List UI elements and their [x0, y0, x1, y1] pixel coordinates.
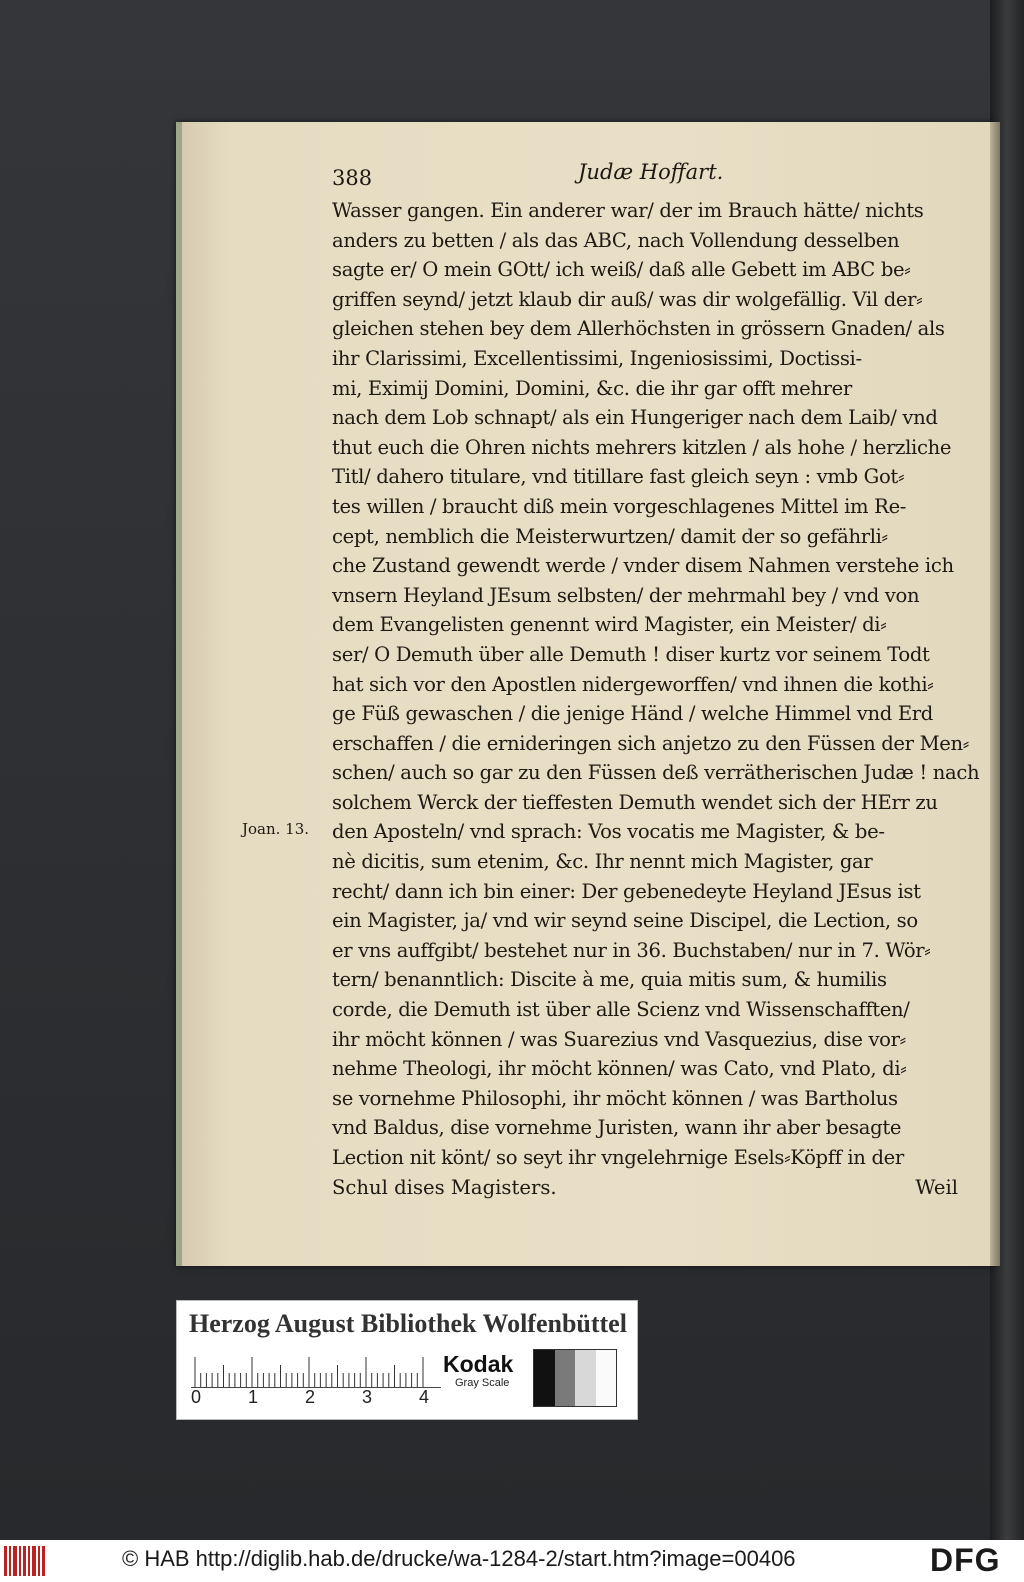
text-line	[332, 610, 958, 640]
ruler-label: 2	[305, 1387, 316, 1407]
ruler-label: 4	[419, 1387, 430, 1407]
ruler	[191, 1353, 441, 1388]
library-name: Herzog August Bibliothek Wolfenbüttel	[189, 1309, 627, 1338]
text-line-content: gleichen stehen bey dem Allerhöchsten in grössern Gnaden/ als	[332, 317, 945, 341]
text-line-content: Titl/ dahero titulare, vnd titillare fast gleich seyn : vmb Got⸗	[332, 465, 905, 489]
gray-scale-swatches	[533, 1349, 617, 1407]
text-line	[332, 936, 958, 966]
text-line-content: se vornehme Philosophi, ihr möcht können / was Bartholus	[332, 1086, 898, 1110]
text-line-content: hat sich vor den Apostlen nidergeworffen/ vnd ihnen die kothi⸗	[332, 672, 934, 696]
text-line-content: che Zustand gewendt werde / vnder disem Nahmen verstehe ich	[332, 554, 954, 578]
gray-swatch	[555, 1350, 576, 1406]
marginal-note: Joan. 13.	[242, 820, 310, 838]
text-line-content: vnsern Heyland JEsum selbsten/ der mehrmahl bey / vnd von	[332, 583, 920, 607]
text-line	[332, 285, 958, 315]
text-line-content: solchem Werck der tieffesten Demuth wendet sich der HErr zu	[332, 790, 938, 814]
text-line-content: ser/ O Demuth über alle Demuth ! diser kurtz vor seinem Todt	[332, 642, 930, 666]
text-line-content: Lection nit könt/ so seyt ihr vngelehrnige Esels⸗Köpff in der	[332, 1146, 904, 1169]
text-line-content: vnd Baldus, dise vornehme Juristen, wann ihr aber besagte	[332, 1116, 902, 1140]
text-line-content: corde, die Demuth ist über alle Scienz vnd Wissenschafften/	[332, 998, 910, 1022]
text-line-content: recht/ dann ich bin einer: Der gebenedeyte Heyland JEsus ist	[332, 879, 921, 903]
text-line	[332, 581, 958, 611]
text-line-content: den Aposteln/ vnd sprach: Vos vocatis me Magister, & be-	[332, 820, 885, 844]
page-number: 388	[332, 166, 373, 190]
text-line	[332, 255, 958, 285]
ruler-label: 0	[191, 1387, 202, 1407]
text-line	[332, 226, 958, 256]
catchword: Weil	[915, 1175, 958, 1199]
text-line	[332, 551, 958, 581]
text-line	[332, 729, 969, 759]
color-card	[176, 1300, 638, 1420]
gray-swatch	[575, 1350, 596, 1406]
gray-swatch	[596, 1350, 617, 1406]
text-line	[332, 877, 958, 907]
ruler-labels	[191, 1387, 441, 1409]
text-line	[332, 1173, 958, 1203]
text-line	[332, 788, 958, 818]
text-line	[332, 522, 958, 552]
text-line-content: sagte er/ O mein GOtt/ ich weiß/ daß alle Gebett im ABC be⸗	[332, 258, 911, 282]
book-page	[176, 122, 996, 1266]
text-line	[332, 1113, 958, 1143]
text-line	[332, 699, 958, 729]
text-line-content: erschaffen / die ernideringen sich anjetzo zu den Füssen der Men⸗	[332, 731, 969, 755]
text-line	[332, 403, 958, 433]
text-line	[332, 374, 958, 404]
footer-bar	[0, 1540, 1024, 1582]
text-line-content: anders zu betten / als das ABC, nach Vollendung desselben	[332, 228, 900, 252]
text-line-content: ihr Clarissimi, Excellentissimi, Ingeniosissimi, Doctissi-	[332, 346, 862, 370]
gray-swatch	[534, 1350, 555, 1406]
text-line-content: dem Evangelisten genennt wird Magister, ein Meister/ di⸗	[332, 613, 887, 637]
text-line	[332, 314, 958, 344]
text-line	[332, 758, 980, 788]
running-title: Judæ Hoffart.	[578, 160, 724, 184]
text-line-content: cept, nemblich die Meisterwurtzen/ damit der so gefährli⸗	[332, 524, 888, 548]
text-line	[332, 847, 958, 877]
text-line	[332, 1025, 958, 1055]
ruler-label: 3	[362, 1387, 373, 1407]
text-line-content: griffen seynd/ jetzt klaub dir auß/ was dir wolgefällig. Vil der⸗	[332, 287, 923, 311]
text-line-content: tes willen / braucht diß mein vorgeschlagenes Mittel im Re-	[332, 494, 907, 518]
barcode-icon	[4, 1546, 48, 1576]
text-line-content: schen/ auch so gar zu den Füssen deß verrätherischen Judæ ! nach	[332, 761, 980, 785]
body-text	[332, 196, 980, 1202]
ruler-label: 1	[248, 1387, 259, 1407]
text-line	[332, 1084, 958, 1114]
text-line-content: Schul dises Magisters.	[332, 1175, 557, 1199]
text-line-content: nach dem Lob schnapt/ als ein Hungeriger nach dem Laib/ vnd	[332, 406, 938, 430]
text-line	[332, 965, 958, 995]
text-line	[332, 670, 958, 700]
dfg-logo: DFG	[930, 1542, 1001, 1578]
text-line-content: mi, Eximij Domini, Domini, &c. die ihr gar offt mehrer	[332, 376, 852, 400]
text-line-content: nehme Theologi, ihr möcht können/ was Cato, vnd Plato, di⸗	[332, 1057, 907, 1081]
ruler-ticks	[191, 1353, 441, 1387]
kodak-logo: Kodak	[443, 1351, 514, 1377]
text-line-content: tern/ benanntlich: Discite à me, quia mitis sum, & humilis	[332, 968, 887, 992]
text-line-content: thut euch die Ohren nichts mehrers kitzlen / als hohe / herzliche	[332, 435, 952, 459]
text-line	[332, 462, 958, 492]
gray-scale-label: Gray Scale	[455, 1377, 510, 1389]
text-line-content: ein Magister, ja/ vnd wir seynd seine Discipel, die Lection, so	[332, 909, 918, 933]
text-line-content: nè dicitis, sum etenim, &c. Ihr nennt mich Magister, gar	[332, 850, 873, 874]
text-line-content: er vns auffgibt/ bestehet nur in 36. Buchstaben/ nur in 7. Wör⸗	[332, 938, 931, 962]
text-line-content: ihr möcht können / was Suarezius vnd Vasquezius, dise vor⸗	[332, 1027, 906, 1051]
text-line	[332, 906, 958, 936]
page-edge	[990, 122, 1000, 1266]
text-line	[332, 344, 958, 374]
text-line	[332, 196, 958, 226]
text-line-content: ge Füß gewaschen / die jenige Händ / welche Himmel vnd Erd	[332, 702, 933, 726]
copyright-text: © HAB http://diglib.hab.de/drucke/wa-1284-2/start.htm?image=00406	[122, 1546, 796, 1571]
text-line	[332, 995, 958, 1025]
text-line	[332, 433, 958, 463]
text-line	[332, 1054, 958, 1084]
text-line	[332, 640, 958, 670]
text-line	[332, 817, 958, 847]
text-line-content: Wasser gangen. Ein anderer war/ der im Brauch hätte/ nichts	[332, 199, 924, 222]
text-line	[332, 492, 958, 522]
text-line	[332, 1143, 958, 1173]
page-header	[332, 160, 912, 194]
